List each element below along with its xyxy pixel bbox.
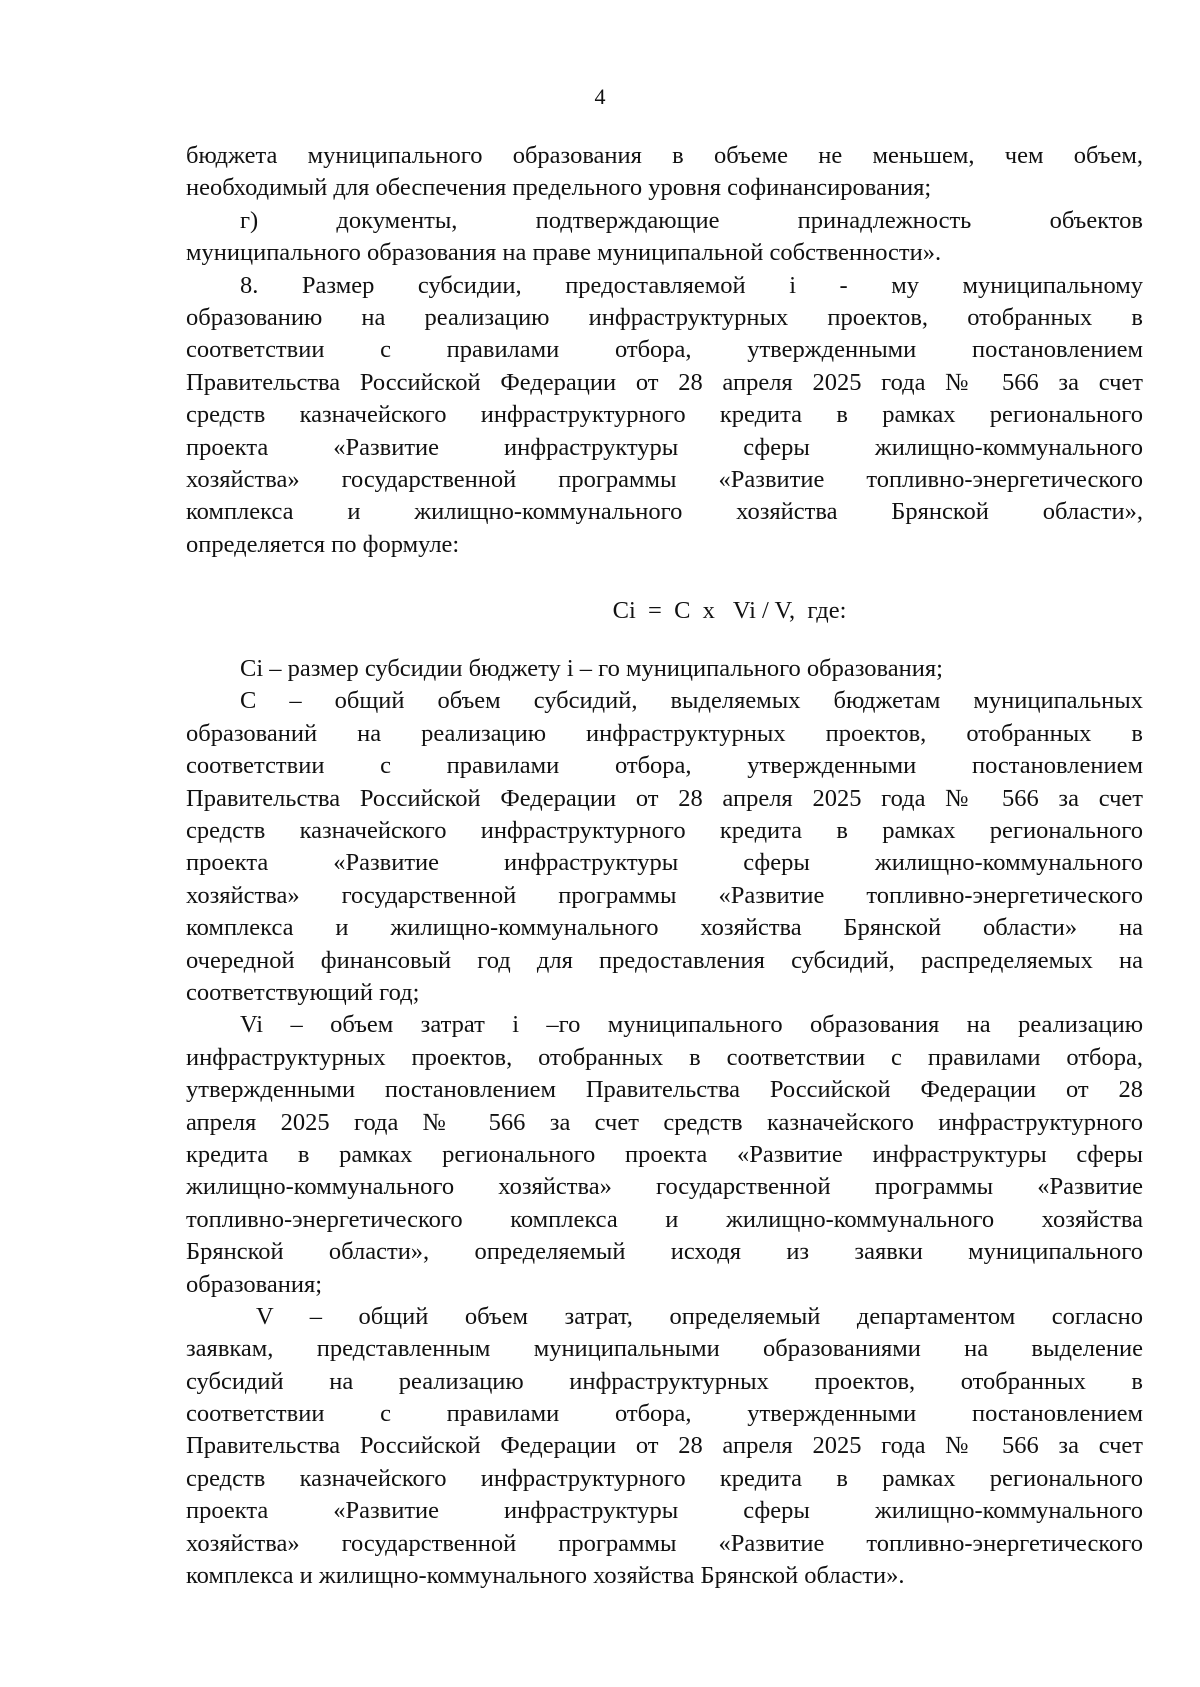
text-line: образованию на реализацию инфраструктурных проектов, отобранных в [186, 303, 1143, 331]
text-line: образования; [186, 1270, 323, 1298]
text-line: проекта «Развитие инфраструктуры сферы жилищно-коммунального [186, 433, 1143, 461]
text-line: субсидий на реализацию инфраструктурных проектов, отобранных в [186, 1367, 1143, 1395]
text-line: Правительства Российской Федерации от 28 апреля 2025 года № 566 за счет [186, 784, 1143, 812]
text-line: муниципального образования на праве муниципальной собственности». [186, 239, 942, 267]
document-body [186, 140, 1143, 1592]
text-line: апреля 2025 года № 566 за счет средств казначейского инфраструктурного [186, 1108, 1143, 1136]
text-line: средств казначейского инфраструктурного кредита в рамках регионального [186, 401, 1143, 429]
spacer [186, 631, 1143, 653]
text-line: хозяйства» государственной программы «Развитие топливно-энергетического [186, 465, 1143, 493]
text-line: соответствии с правилами отбора, утвержденными постановлением [186, 336, 1143, 364]
text-line: необходимый для обеспечения предельного уровня софинансирования; [186, 174, 932, 202]
text-line: определяется по формуле: [186, 530, 460, 558]
text-line: бюджета муниципального образования в объеме не меньшем, чем объем, [186, 142, 1143, 169]
text-line: г) документы, подтверждающие принадлежность объектов [240, 206, 1143, 234]
text-line: Правительства Российской Федерации от 28 апреля 2025 года № 566 за счет [186, 1432, 1143, 1460]
text-line: Ci – размер субсидии бюджету i – го муниципального образования; [240, 655, 943, 683]
text-line: комплекса и жилищно-коммунального хозяйства Брянской области», [186, 498, 1143, 526]
text-line: V – общий объем затрат, определяемый департаментом согласно [256, 1302, 1143, 1330]
page-number: 4 [594, 84, 606, 109]
text-line: соответствии с правилами отбора, утвержденными постановлением [186, 752, 1143, 780]
text-line: Vi – объем затрат i –го муниципального образования на реализацию [240, 1011, 1143, 1039]
text-line: заявкам, представленным муниципальными образованиями на выделение [186, 1335, 1143, 1363]
text-line: Брянской области», определяемый исходя из заявки муниципального [186, 1238, 1143, 1266]
spacer [186, 561, 1143, 591]
text-line: образований на реализацию инфраструктурных проектов, отобранных в [186, 719, 1143, 747]
text-block-definitions [186, 653, 1143, 1592]
text-line: соответствующий год; [186, 978, 420, 1006]
text-line: проекта «Развитие инфраструктуры сферы жилищно-коммунального [186, 1497, 1143, 1525]
text-line: утвержденными постановлением Правительства Российской Федерации от 28 [186, 1076, 1143, 1104]
text-line: очередной финансовый год для предоставления субсидий, распределяемых на [186, 946, 1143, 974]
text-line: средств казначейского инфраструктурного кредита в рамках регионального [186, 817, 1143, 845]
text-line: С – общий объем субсидий, выделяемых бюджетам муниципальных [240, 687, 1143, 715]
text-line: Правительства Российской Федерации от 28 апреля 2025 года № 566 за счет [186, 368, 1143, 396]
text-line: топливно-энергетического комплекса и жилищно-коммунального хозяйства [186, 1205, 1143, 1233]
text-line: жилищно-коммунального хозяйства» государственной программы «Развитие [186, 1173, 1143, 1201]
subsidy-formula: Ci = C x Vi / V, где: [612, 597, 847, 625]
text-line: проекта «Развитие инфраструктуры сферы жилищно-коммунального [186, 849, 1143, 877]
text-block-conditions [186, 140, 1143, 561]
text-line: средств казначейского инфраструктурного кредита в рамках регионального [186, 1464, 1143, 1492]
text-line: инфраструктурных проектов, отобранных в соответствии с правилами отбора, [186, 1043, 1143, 1071]
text-line: кредита в рамках регионального проекта «Развитие инфраструктуры сферы [186, 1140, 1143, 1168]
text-line: хозяйства» государственной программы «Развитие топливно-энергетического [186, 1529, 1143, 1557]
text-line: хозяйства» государственной программы «Развитие топливно-энергетического [186, 881, 1143, 909]
text-line: соответствии с правилами отбора, утвержденными постановлением [186, 1400, 1143, 1428]
text-line: 8. Размер субсидии, предоставляемой i - му муниципальному [240, 271, 1143, 299]
text-line: комплекса и жилищно-коммунального хозяйства Брянской области». [186, 1562, 905, 1590]
text-line: комплекса и жилищно-коммунального хозяйства Брянской области» на [186, 914, 1143, 942]
